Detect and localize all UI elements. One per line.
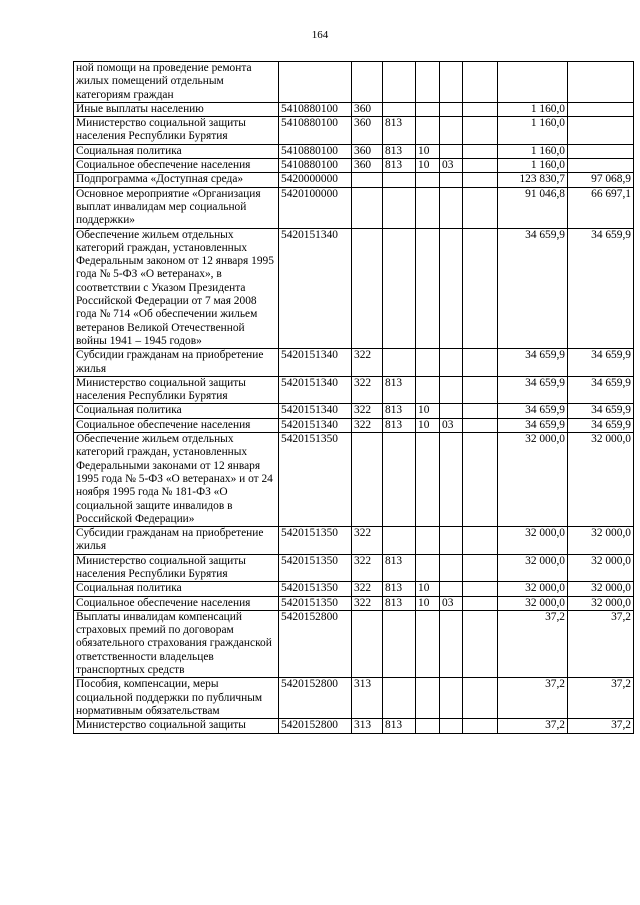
- section-code: [416, 187, 440, 228]
- ministry-code: [383, 62, 416, 103]
- page-number: 164: [311, 29, 329, 41]
- empty-cell: [463, 159, 498, 173]
- subsection-code: [440, 173, 463, 187]
- section-code: [416, 173, 440, 187]
- row-name: Социальная политика: [74, 404, 279, 418]
- amount-year-2: 34 659,9: [568, 228, 634, 349]
- amount-year-2: 34 659,9: [568, 349, 634, 377]
- ministry-code: 813: [383, 582, 416, 596]
- subsection-code: [440, 582, 463, 596]
- ministry-code: [383, 433, 416, 527]
- row-name: Обеспечение жильем отдельных категорий граждан, установленных Федеральным законом от 12 января 1995 года № 5-ФЗ «О ветеранах», в соответствии с Указом Президента Российской Федерации от 7 мая 2008 года № 714 «Об обеспечении жильем ветеранов Великой Отечественной войны 1941 – 1945 годов»: [74, 228, 279, 349]
- table-row: [74, 173, 634, 187]
- table-row: [74, 117, 634, 145]
- target-article-code: 5420151340: [279, 418, 352, 432]
- amount-year-2: 32 000,0: [568, 554, 634, 582]
- budget-table: [73, 61, 634, 734]
- amount-year-1: 34 659,9: [498, 418, 568, 432]
- empty-cell: [463, 678, 498, 719]
- amount-year-2: 34 659,9: [568, 404, 634, 418]
- row-name: Иные выплаты населению: [74, 102, 279, 116]
- ministry-code: [383, 173, 416, 187]
- section-code: 10: [416, 418, 440, 432]
- empty-cell: [463, 433, 498, 527]
- row-name: Социальное обеспечение населения: [74, 159, 279, 173]
- expense-type-code: 322: [352, 404, 383, 418]
- expense-type-code: [352, 187, 383, 228]
- table-row: [74, 187, 634, 228]
- target-article-code: 5420151340: [279, 376, 352, 404]
- section-code: [416, 228, 440, 349]
- target-article-code: 5420151340: [279, 404, 352, 418]
- row-name: Подпрограмма «Доступная среда»: [74, 173, 279, 187]
- amount-year-2: [568, 144, 634, 158]
- ministry-code: 813: [383, 719, 416, 733]
- section-code: [416, 678, 440, 719]
- ministry-code: 813: [383, 554, 416, 582]
- table-row: [74, 610, 634, 677]
- section-code: 10: [416, 144, 440, 158]
- amount-year-1: 123 830,7: [498, 173, 568, 187]
- ministry-code: [383, 527, 416, 555]
- ministry-code: [383, 102, 416, 116]
- subsection-code: [440, 433, 463, 527]
- section-code: [416, 102, 440, 116]
- amount-year-2: 37,2: [568, 678, 634, 719]
- section-code: [416, 554, 440, 582]
- table-row: [74, 433, 634, 527]
- empty-cell: [463, 582, 498, 596]
- row-name: Социальная политика: [74, 582, 279, 596]
- amount-year-1: 37,2: [498, 719, 568, 733]
- subsection-code: [440, 102, 463, 116]
- amount-year-2: 32 000,0: [568, 582, 634, 596]
- row-name: Субсидии гражданам на приобретение жилья: [74, 527, 279, 555]
- table-row: [74, 144, 634, 158]
- row-name: Выплаты инвалидам компенсаций страховых премий по договорам обязательного страхования гражданской ответственности владельцев транспортных средств: [74, 610, 279, 677]
- empty-cell: [463, 554, 498, 582]
- target-article-code: 5420152800: [279, 719, 352, 733]
- expense-type-code: 322: [352, 582, 383, 596]
- subsection-code: [440, 62, 463, 103]
- section-code: 10: [416, 596, 440, 610]
- expense-type-code: [352, 228, 383, 349]
- target-article-code: [279, 62, 352, 103]
- amount-year-2: 34 659,9: [568, 376, 634, 404]
- amount-year-2: 32 000,0: [568, 596, 634, 610]
- target-article-code: 5420151340: [279, 228, 352, 349]
- ministry-code: 813: [383, 144, 416, 158]
- empty-cell: [463, 173, 498, 187]
- subsection-code: [440, 404, 463, 418]
- row-name: Социальное обеспечение населения: [74, 418, 279, 432]
- target-article-code: 5420151340: [279, 349, 352, 377]
- amount-year-2: [568, 62, 634, 103]
- expense-type-code: 322: [352, 418, 383, 432]
- amount-year-1: 1 160,0: [498, 117, 568, 145]
- expense-type-code: [352, 433, 383, 527]
- expense-type-code: 322: [352, 554, 383, 582]
- table-row: [74, 582, 634, 596]
- amount-year-1: 32 000,0: [498, 596, 568, 610]
- section-code: [416, 376, 440, 404]
- section-code: [416, 610, 440, 677]
- target-article-code: 5420151350: [279, 582, 352, 596]
- table-row: [74, 404, 634, 418]
- amount-year-1: 32 000,0: [498, 527, 568, 555]
- target-article-code: 5420152800: [279, 610, 352, 677]
- target-article-code: 5420151350: [279, 554, 352, 582]
- empty-cell: [463, 187, 498, 228]
- empty-cell: [463, 62, 498, 103]
- table-row: [74, 349, 634, 377]
- ministry-code: [383, 187, 416, 228]
- expense-type-code: [352, 62, 383, 103]
- empty-cell: [463, 527, 498, 555]
- expense-type-code: 360: [352, 159, 383, 173]
- amount-year-1: 32 000,0: [498, 433, 568, 527]
- ministry-code: 813: [383, 159, 416, 173]
- ministry-code: 813: [383, 404, 416, 418]
- section-code: [416, 527, 440, 555]
- subsection-code: 03: [440, 596, 463, 610]
- subsection-code: [440, 719, 463, 733]
- target-article-code: 5410880100: [279, 144, 352, 158]
- ministry-code: [383, 678, 416, 719]
- target-article-code: 5420100000: [279, 187, 352, 228]
- amount-year-1: 1 160,0: [498, 102, 568, 116]
- subsection-code: 03: [440, 159, 463, 173]
- section-code: 10: [416, 404, 440, 418]
- subsection-code: [440, 349, 463, 377]
- amount-year-1: 32 000,0: [498, 582, 568, 596]
- subsection-code: 03: [440, 418, 463, 432]
- ministry-code: 813: [383, 418, 416, 432]
- amount-year-2: [568, 159, 634, 173]
- subsection-code: [440, 144, 463, 158]
- expense-type-code: 322: [352, 596, 383, 610]
- amount-year-1: [498, 62, 568, 103]
- amount-year-2: 37,2: [568, 610, 634, 677]
- amount-year-1: 34 659,9: [498, 404, 568, 418]
- section-code: 10: [416, 159, 440, 173]
- amount-year-1: 34 659,9: [498, 228, 568, 349]
- row-name: Основное мероприятие «Организация выплат инвалидам мер социальной поддержки»: [74, 187, 279, 228]
- expense-type-code: [352, 173, 383, 187]
- row-name: Социальная политика: [74, 144, 279, 158]
- amount-year-2: 34 659,9: [568, 418, 634, 432]
- row-name: Обеспечение жильем отдельных категорий граждан, установленных Федеральными законами от 12 января 1995 года № 5-ФЗ «О ветеранах» и от 24 ноября 1995 года № 181-ФЗ «О социальной защите инвалидов в Российской Федерации»: [74, 433, 279, 527]
- table-row: [74, 376, 634, 404]
- amount-year-2: 32 000,0: [568, 527, 634, 555]
- row-name: Пособия, компенсации, меры социальной поддержки по публичным нормативным обязательствам: [74, 678, 279, 719]
- section-code: 10: [416, 582, 440, 596]
- empty-cell: [463, 102, 498, 116]
- amount-year-2: 66 697,1: [568, 187, 634, 228]
- expense-type-code: 322: [352, 349, 383, 377]
- target-article-code: 5420151350: [279, 596, 352, 610]
- target-article-code: 5420152800: [279, 678, 352, 719]
- table-row: [74, 596, 634, 610]
- ministry-code: [383, 349, 416, 377]
- expense-type-code: [352, 610, 383, 677]
- expense-type-code: 313: [352, 719, 383, 733]
- section-code: [416, 719, 440, 733]
- amount-year-1: 34 659,9: [498, 349, 568, 377]
- section-code: [416, 433, 440, 527]
- ministry-code: [383, 610, 416, 677]
- row-name: ной помощи на проведение ремонта жилых помещений отдельным категориям граждан: [74, 62, 279, 103]
- table-row: [74, 678, 634, 719]
- table-row: [74, 418, 634, 432]
- ministry-code: [383, 228, 416, 349]
- section-code: [416, 117, 440, 145]
- section-code: [416, 349, 440, 377]
- row-name: Министерство социальной защиты населения Республики Бурятия: [74, 117, 279, 145]
- empty-cell: [463, 596, 498, 610]
- table-row: [74, 228, 634, 349]
- empty-cell: [463, 610, 498, 677]
- row-name: Министерство социальной защиты населения Республики Бурятия: [74, 376, 279, 404]
- empty-cell: [463, 144, 498, 158]
- section-code: [416, 62, 440, 103]
- table-row: [74, 554, 634, 582]
- subsection-code: [440, 527, 463, 555]
- target-article-code: 5420151350: [279, 433, 352, 527]
- expense-type-code: 322: [352, 527, 383, 555]
- table-row: [74, 527, 634, 555]
- table-row: [74, 62, 634, 103]
- ministry-code: 813: [383, 376, 416, 404]
- subsection-code: [440, 678, 463, 719]
- subsection-code: [440, 117, 463, 145]
- table-row: [74, 719, 634, 733]
- subsection-code: [440, 187, 463, 228]
- empty-cell: [463, 228, 498, 349]
- amount-year-1: 37,2: [498, 678, 568, 719]
- amount-year-1: 91 046,8: [498, 187, 568, 228]
- target-article-code: 5420000000: [279, 173, 352, 187]
- amount-year-1: 34 659,9: [498, 376, 568, 404]
- table-row: [74, 102, 634, 116]
- row-name: Субсидии гражданам на приобретение жилья: [74, 349, 279, 377]
- row-name: Министерство социальной защиты: [74, 719, 279, 733]
- ministry-code: 813: [383, 117, 416, 145]
- expense-type-code: 322: [352, 376, 383, 404]
- amount-year-1: 1 160,0: [498, 159, 568, 173]
- amount-year-1: 37,2: [498, 610, 568, 677]
- expense-type-code: 360: [352, 144, 383, 158]
- empty-cell: [463, 418, 498, 432]
- target-article-code: 5420151350: [279, 527, 352, 555]
- row-name: Социальное обеспечение населения: [74, 596, 279, 610]
- subsection-code: [440, 376, 463, 404]
- expense-type-code: 360: [352, 102, 383, 116]
- expense-type-code: 313: [352, 678, 383, 719]
- target-article-code: 5410880100: [279, 102, 352, 116]
- target-article-code: 5410880100: [279, 117, 352, 145]
- target-article-code: 5410880100: [279, 159, 352, 173]
- expense-type-code: 360: [352, 117, 383, 145]
- subsection-code: [440, 554, 463, 582]
- amount-year-2: 97 068,9: [568, 173, 634, 187]
- empty-cell: [463, 719, 498, 733]
- empty-cell: [463, 117, 498, 145]
- amount-year-1: 32 000,0: [498, 554, 568, 582]
- subsection-code: [440, 610, 463, 677]
- amount-year-2: [568, 102, 634, 116]
- empty-cell: [463, 376, 498, 404]
- amount-year-1: 1 160,0: [498, 144, 568, 158]
- subsection-code: [440, 228, 463, 349]
- amount-year-2: [568, 117, 634, 145]
- ministry-code: 813: [383, 596, 416, 610]
- amount-year-2: 37,2: [568, 719, 634, 733]
- amount-year-2: 32 000,0: [568, 433, 634, 527]
- table-row: [74, 159, 634, 173]
- empty-cell: [463, 404, 498, 418]
- empty-cell: [463, 349, 498, 377]
- row-name: Министерство социальной защиты населения Республики Бурятия: [74, 554, 279, 582]
